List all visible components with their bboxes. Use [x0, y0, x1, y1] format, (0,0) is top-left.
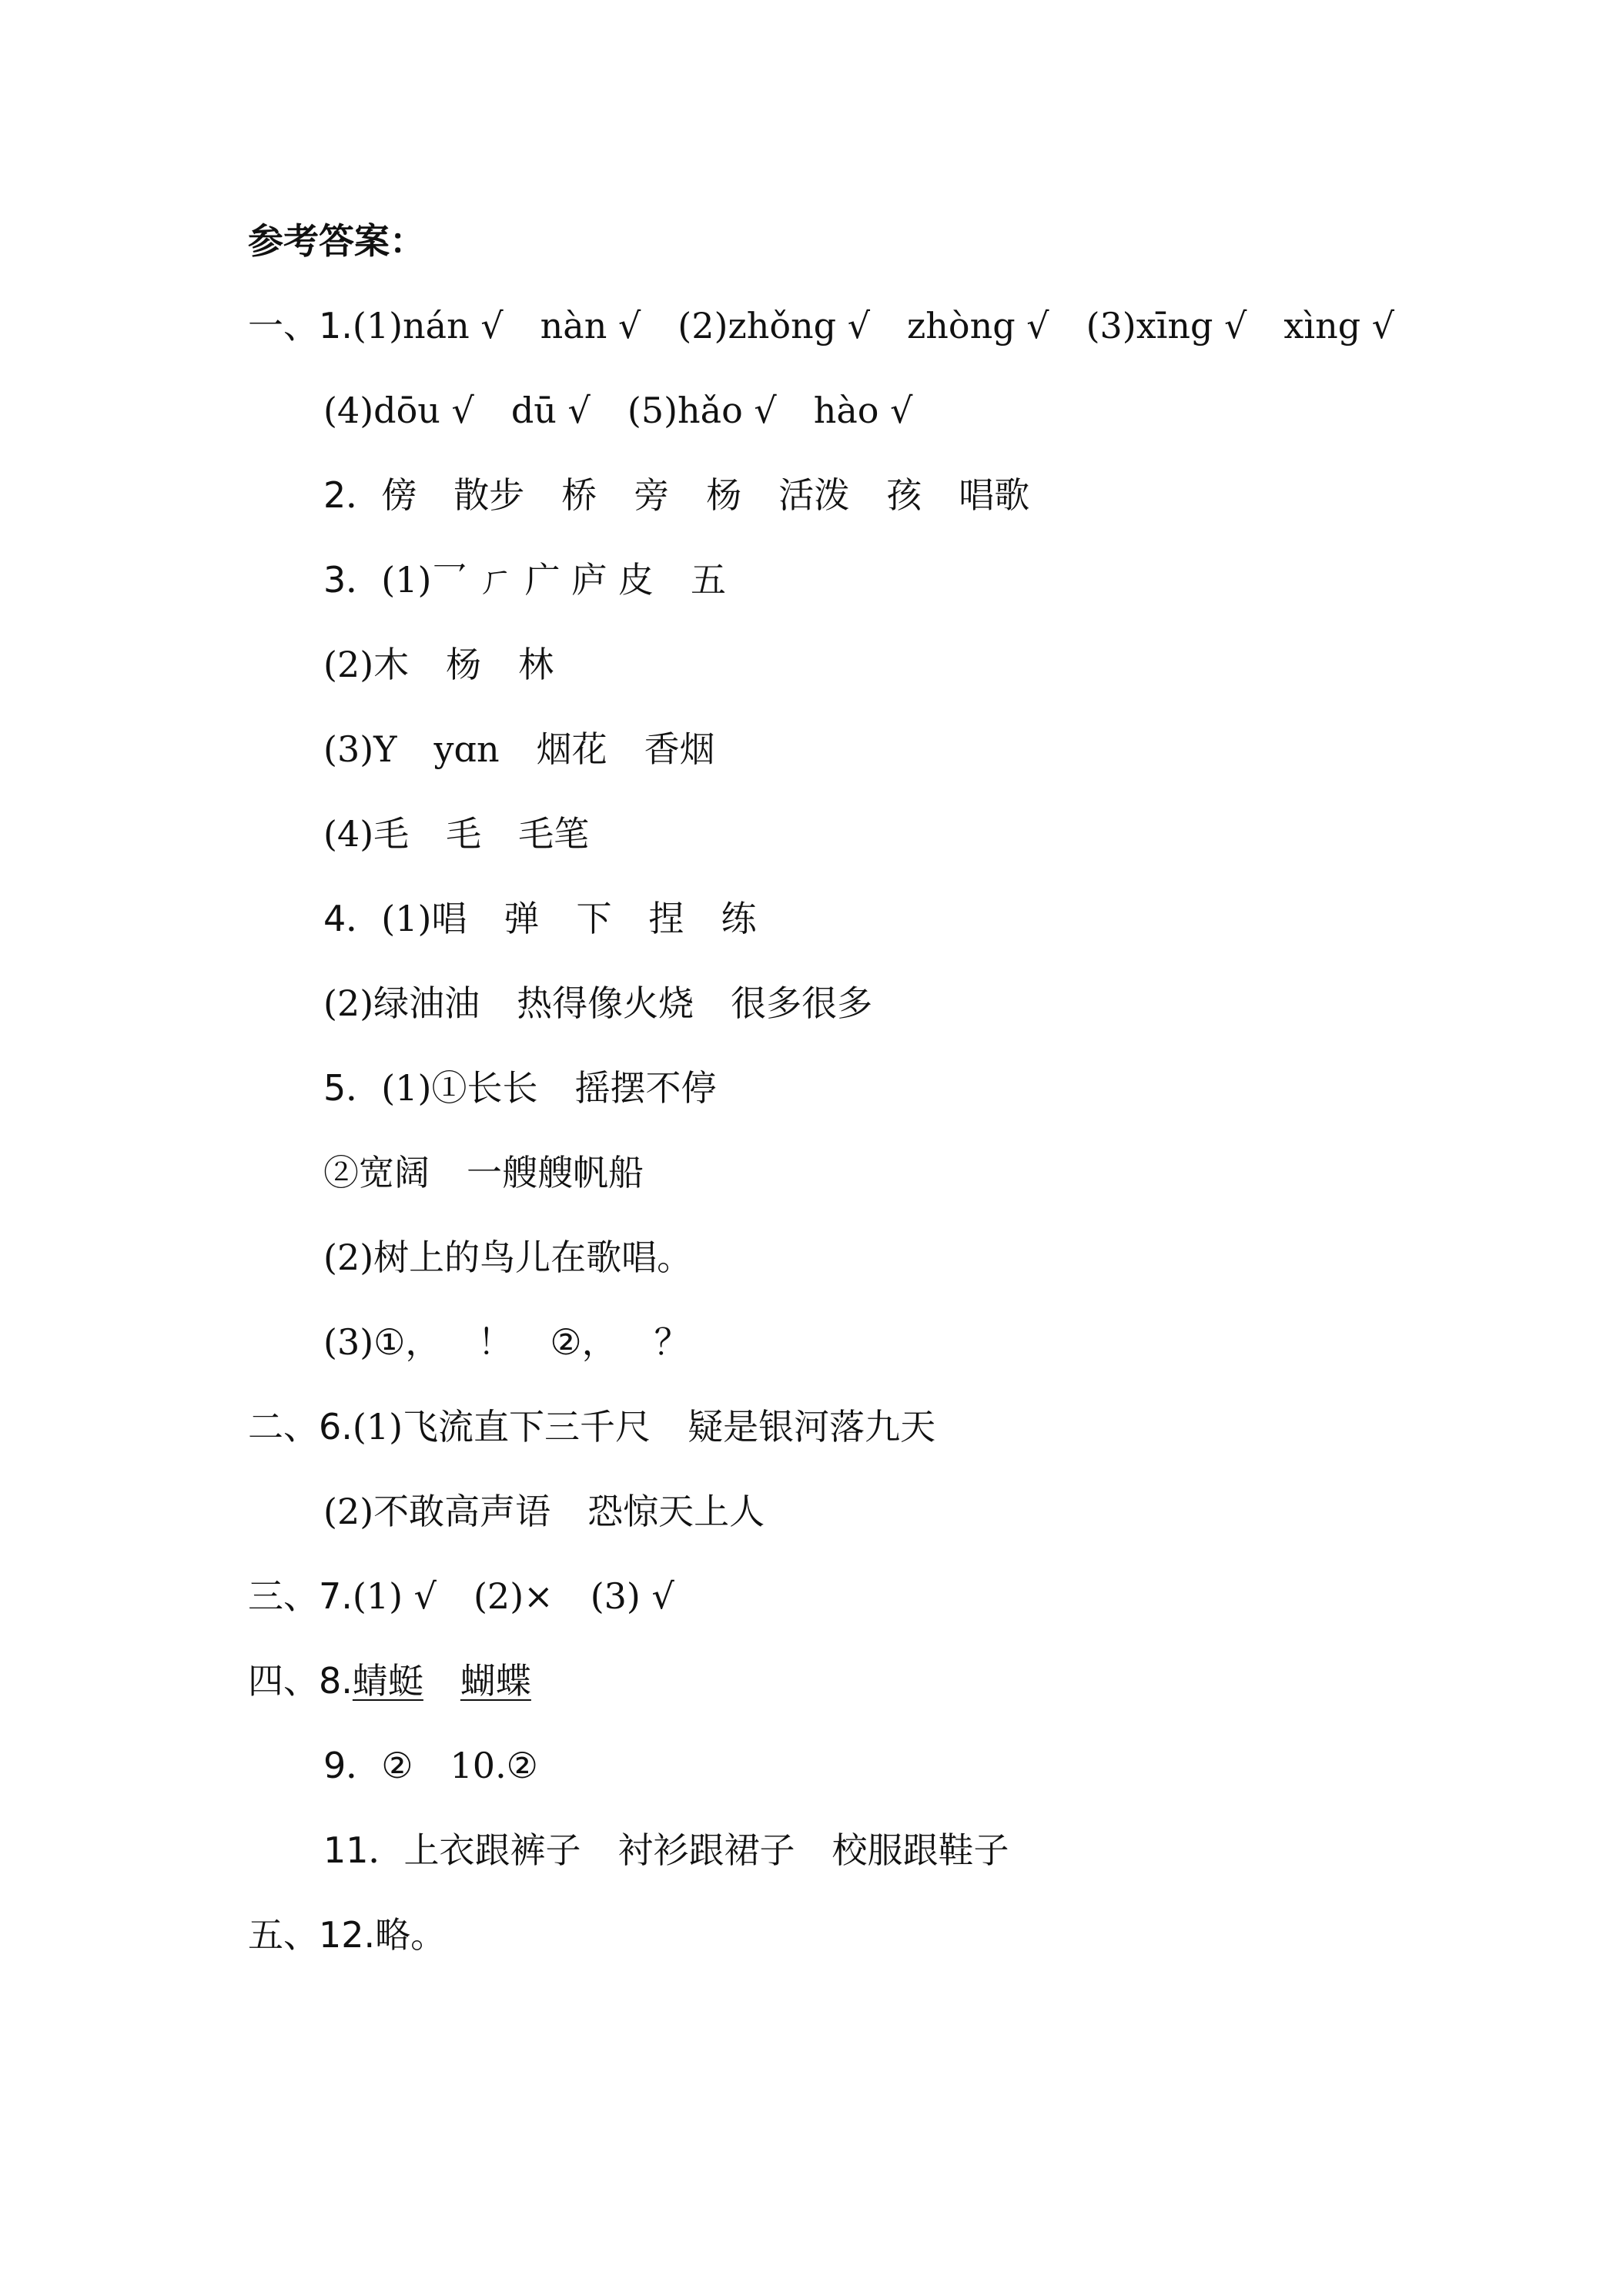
- answer-line-1-cont: [323, 383, 912, 437]
- answer-item: 校服跟鞋子: [832, 1829, 1009, 1871]
- answer-item: 上衣跟裤子: [403, 1829, 581, 1871]
- line-prefix: 9．: [323, 1745, 382, 1786]
- answer-item: zhòng √: [907, 305, 1049, 346]
- answer-item: 毛笔: [518, 813, 590, 855]
- answer-item: (4)dōu √: [323, 390, 474, 431]
- line-prefix: 4．: [323, 898, 382, 939]
- answer-line-7: [248, 1569, 674, 1623]
- answer-item: 毛: [446, 813, 482, 855]
- answer-item: ②宽阔: [323, 1152, 430, 1193]
- answer-item: 旁: [634, 474, 670, 516]
- line-prefix: 四、8.: [248, 1660, 353, 1702]
- answer-item: (3)xīng √: [1086, 305, 1247, 346]
- answer-item: 一艘艘帆船: [467, 1152, 644, 1193]
- answer-line-3-3: [323, 722, 715, 776]
- line-prefix: 三、7.: [248, 1575, 353, 1617]
- line-prefix: 五、12.: [248, 1914, 376, 1956]
- answer-item: (3)Y: [323, 728, 397, 770]
- answer-item: ？: [654, 1321, 690, 1363]
- answer-item: 烟花: [536, 728, 607, 770]
- answer-line-9-10: [323, 1739, 538, 1792]
- answer-item: 散步: [453, 474, 525, 516]
- answer-item: dū √: [510, 390, 591, 431]
- answer-item: 香烟: [644, 728, 715, 770]
- answer-item: (2)×: [473, 1575, 554, 1617]
- answer-item: 杨: [706, 474, 742, 516]
- line-prefix: 3．: [323, 559, 382, 601]
- answer-item: 五: [690, 559, 726, 601]
- answer-item: (3)①，: [323, 1321, 441, 1363]
- answer-item: 桥: [561, 474, 597, 516]
- answer-item: (2)绿油油: [323, 982, 480, 1024]
- answer-item: (1)乛 ㄏ 广 庐 皮: [381, 559, 654, 601]
- answer-line-4-2: [323, 976, 872, 1030]
- answer-line-11: [323, 1823, 1009, 1877]
- answer-line-2: [323, 468, 1029, 522]
- answer-item: 捏: [648, 898, 684, 939]
- answer-line-6-1: [248, 1400, 935, 1454]
- answer-item: xìng √: [1283, 305, 1395, 346]
- answer-item: 很多很多: [731, 982, 873, 1024]
- answer-item: 孩: [886, 474, 922, 516]
- answer-item: 蝴蝶: [460, 1660, 531, 1702]
- answer-item: (1)唱: [381, 898, 467, 939]
- answer-item: (1)飞流直下三千尺: [352, 1406, 651, 1448]
- answer-item: nàn √: [540, 305, 641, 346]
- answer-line-5-1: [323, 1061, 716, 1115]
- line-prefix: 2．: [323, 474, 382, 516]
- answer-item: (2)木: [323, 644, 410, 685]
- answer-item: 弹: [504, 898, 540, 939]
- answer-item: 衬衫跟裙子: [617, 1829, 795, 1871]
- answer-item: (1)①长长: [381, 1067, 538, 1109]
- answer-item: ②: [381, 1745, 413, 1786]
- answer-item: (1) √: [352, 1575, 437, 1617]
- answer-line-4-1: [323, 892, 756, 946]
- answer-line-5-3: [323, 1315, 690, 1369]
- line-prefix: 11．: [323, 1829, 404, 1871]
- answer-item: (5)hǎo √: [627, 390, 777, 431]
- answer-line-1-1: [248, 299, 1394, 353]
- answer-item: ！: [477, 1321, 514, 1363]
- answer-item: 活泼: [778, 474, 850, 516]
- answer-line-8: [248, 1654, 531, 1708]
- answer-item: hào √: [813, 390, 913, 431]
- line-prefix: 5．: [323, 1067, 382, 1109]
- answer-line-6-2: [323, 1484, 765, 1538]
- answer-item: 唱歌: [959, 474, 1030, 516]
- answer-item: (2)zhǒng √: [678, 305, 871, 346]
- answer-item: 摇摆不停: [574, 1067, 717, 1109]
- answer-line-3-2: [323, 638, 554, 691]
- answer-item: 热得像火烧: [517, 982, 694, 1024]
- answer-item: 略。: [375, 1914, 447, 1956]
- answer-item: 林: [518, 644, 554, 685]
- answer-item: (2)树上的鸟儿在歌唱。: [323, 1237, 693, 1278]
- answer-item: 恐惊天上人: [587, 1491, 765, 1532]
- answer-item: 练: [721, 898, 757, 939]
- answer-item: (3) √: [590, 1575, 674, 1617]
- answer-item: (2)不敢高声语: [323, 1491, 551, 1532]
- answer-item: 蜻蜓: [352, 1660, 423, 1702]
- line-prefix: 一、1.: [248, 305, 353, 346]
- page-title: 参考答案：: [248, 220, 425, 262]
- answer-line-3-1: [323, 553, 726, 607]
- answer-item: ②，: [550, 1321, 617, 1363]
- answer-item: 傍: [381, 474, 417, 516]
- answer-item: 杨: [446, 644, 482, 685]
- answer-item: (1)nán √: [352, 305, 504, 346]
- answer-item: 疑是银河落九天: [688, 1406, 936, 1448]
- answer-item: yɑn: [433, 728, 500, 770]
- line-prefix: 二、6.: [248, 1406, 353, 1448]
- answer-item: 10.②: [450, 1745, 538, 1786]
- answer-item: 下: [576, 898, 612, 939]
- answer-line-3-4: [323, 807, 589, 861]
- answer-line-12: [248, 1908, 446, 1962]
- answer-line-5-2: [323, 1230, 692, 1284]
- answer-item: (4)毛: [323, 813, 410, 855]
- answer-line-5-1b: [323, 1146, 644, 1200]
